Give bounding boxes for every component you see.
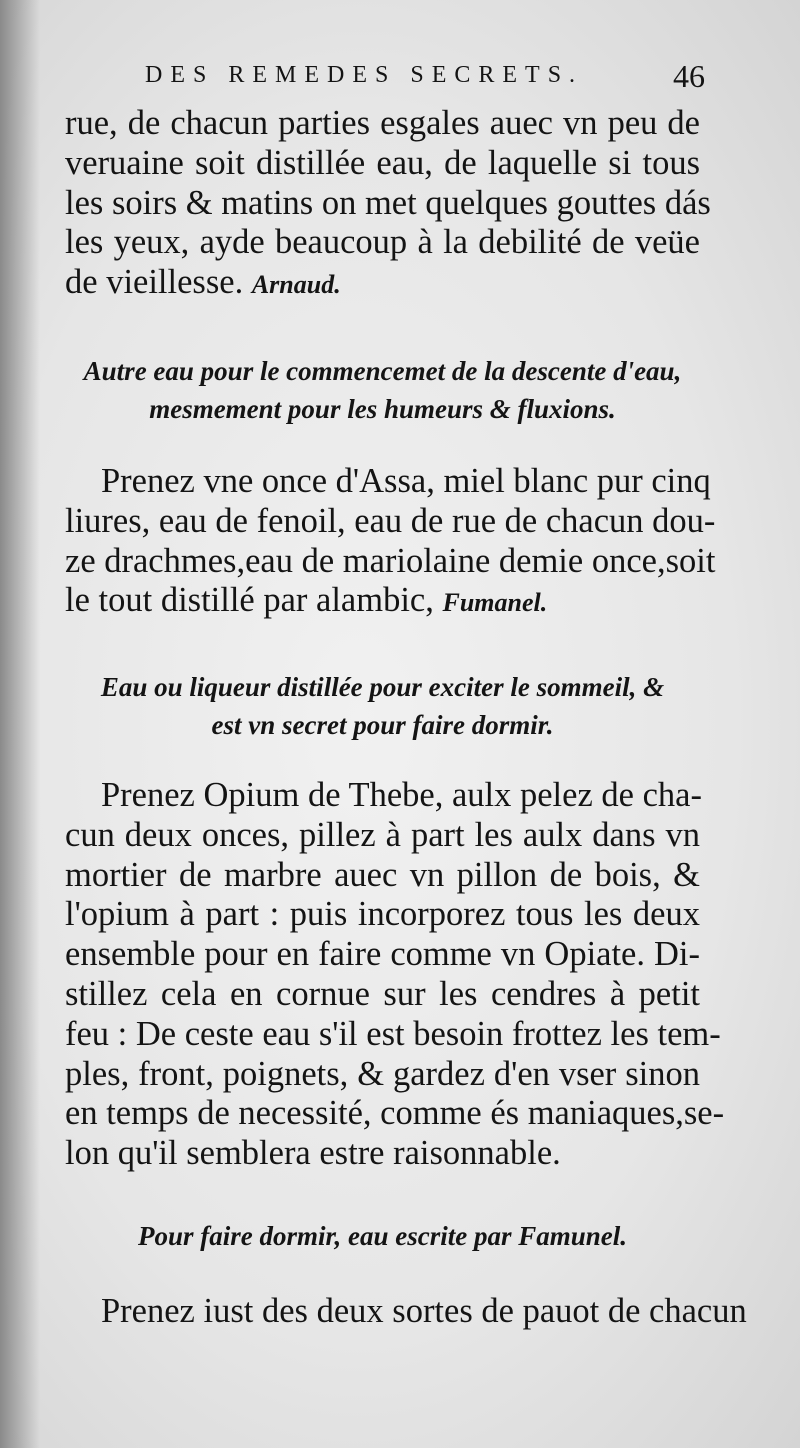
text-line: stillez cela en cornue sur les cendres à petit [65,974,700,1013]
paragraph-2 [65,462,716,623]
text-fragment: le tout distillé par alambic, [65,581,434,620]
text-line: l'opium à part : puis incorporez tous les deux [65,895,700,934]
page-header [145,58,705,102]
heading-line: mesmement pour les humeurs & fluxions. [149,394,616,424]
text-line: feu : De ceste eau s'il est besoin frottez les tem- [65,1014,721,1053]
paragraph-1 [65,104,711,305]
paragraph-4 [65,1292,747,1332]
text-line: liures, eau de fenoil, eau de rue de chacun dou- [65,501,716,540]
heading-line: Autre eau pour le commencemet de la descente d'eau, [83,356,682,386]
attribution: Fumanel. [442,588,548,618]
text-line: Prenez vne once d'Assa, miel blanc pur cinq [101,462,711,500]
text-line: cun deux onces, pillez à part les aulx dans vn [65,815,700,854]
text-line: les yeux, ayde beaucoup à la debilité de veüe [65,223,700,262]
recipe-heading-3 [65,1217,700,1255]
page-number: 46 [673,58,705,94]
running-title: DES REMEDES SECRETS. [145,62,584,88]
heading-line: Eau ou liqueur distillée pour exciter le sommeil, & [100,672,665,702]
paragraph-3 [65,776,725,1174]
recipe-heading-2 [65,668,700,744]
text-line: Prenez iust des deux sortes de pauot de chacun [101,1292,747,1330]
text-fragment: de vieillesse. [65,263,244,302]
heading-line: Pour faire dormir, eau escrite par Famunel. [137,1221,628,1251]
text-line: Prenez Opium de Thebe, aulx pelez de cha- [101,776,702,814]
text-line: ze drachmes,eau de mariolaine demie once,soit [65,541,716,580]
recipe-heading-1 [65,352,700,428]
text-line: ples, front, poignets, & gardez d'en vser sinon [65,1054,700,1093]
text-line: lon qu'il semblera estre raisonnable. [65,1134,561,1173]
text-line: veruaine soit distillée eau, de laquelle si tous [65,143,700,182]
attribution: Arnaud. [251,270,341,300]
text-line [65,263,700,305]
heading-line: est vn secret pour faire dormir. [211,710,554,740]
text-line: ensemble pour en faire comme vn Opiate. Di- [65,935,700,974]
text-line [65,581,700,623]
text-line: rue, de chacun parties esgales auec vn peu de [65,104,700,142]
page-gutter-shadow [0,0,40,1448]
text-line: en temps de necessité, comme és maniaques,se- [65,1094,725,1133]
text-line: mortier de marbre auec vn pillon de bois, & [65,855,700,894]
text-line: les soirs & matins on met quelques gouttes dás [65,183,711,222]
